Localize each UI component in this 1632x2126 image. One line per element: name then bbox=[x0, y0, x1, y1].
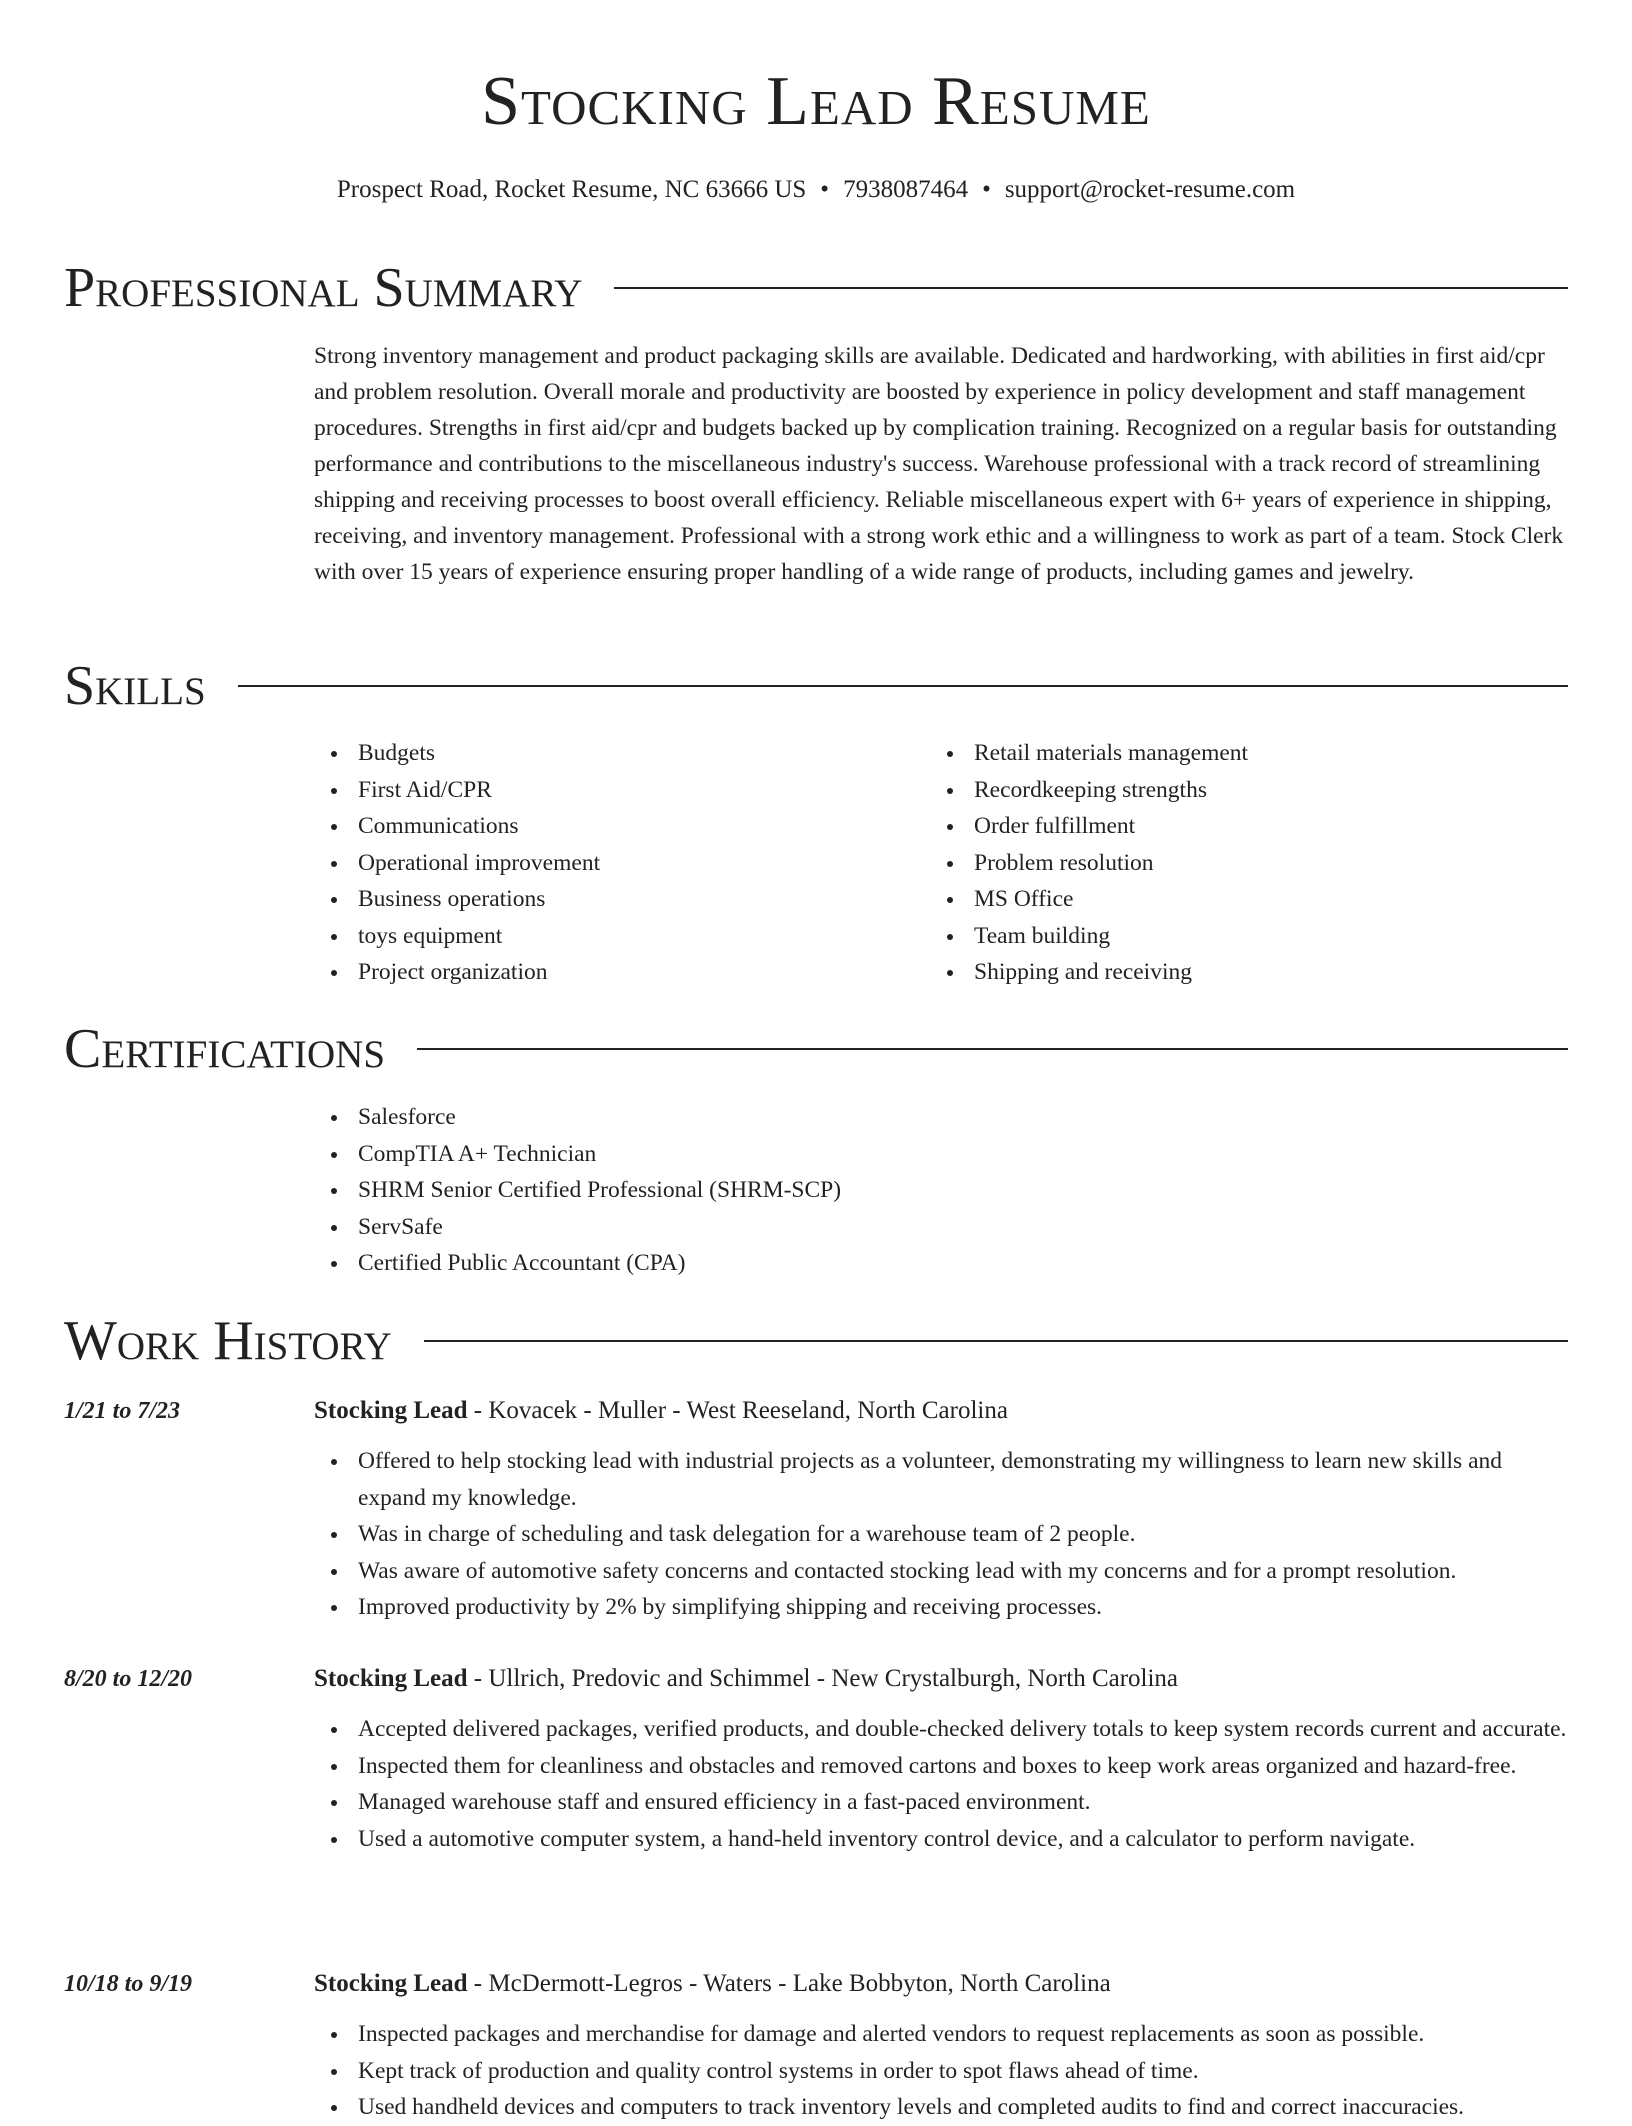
job-duty: Used handheld devices and computers to track inventory levels and completed audits to find and correct inaccuracies. bbox=[314, 2089, 1570, 2126]
section-divider bbox=[238, 685, 1568, 687]
job-duties-list bbox=[314, 1711, 1570, 1857]
contact-line bbox=[0, 172, 1632, 208]
skills-list-right bbox=[930, 735, 1570, 991]
certifications-list bbox=[314, 1099, 841, 1282]
contact-separator: • bbox=[820, 176, 830, 203]
job-duty: Was in charge of scheduling and task delegation for a warehouse team of 2 people. bbox=[314, 1516, 1570, 1553]
job-duty: Was aware of automotive safety concerns and contacted stocking lead with my concerns and for a prompt resolution. bbox=[314, 1553, 1570, 1590]
job-duty: Inspected packages and merchandise for damage and alerted vendors to request replacements as soon as possible. bbox=[314, 2016, 1570, 2053]
skill-item: Order fulfillment bbox=[930, 808, 1570, 845]
certification-item: SHRM Senior Certified Professional (SHRM-SCP) bbox=[314, 1172, 841, 1209]
job-duty: Improved productivity by 2% by simplifying shipping and receiving processes. bbox=[314, 1589, 1570, 1626]
skill-item: Recordkeeping strengths bbox=[930, 772, 1570, 809]
job-dates: 8/20 to 12/20 bbox=[64, 1666, 193, 1692]
job-company-location: - McDermott-Legros - Waters - Lake Bobbyton, North Carolina bbox=[467, 1970, 1111, 1997]
certification-item: ServSafe bbox=[314, 1209, 841, 1246]
certifications-section-header bbox=[64, 1019, 1568, 1079]
skill-item: MS Office bbox=[930, 881, 1570, 918]
skill-item: First Aid/CPR bbox=[314, 772, 914, 809]
job-company-location: - Kovacek - Muller - West Reeseland, North Carolina bbox=[467, 1397, 1008, 1424]
summary-section-header bbox=[64, 258, 1568, 318]
skill-item: Problem resolution bbox=[930, 845, 1570, 882]
section-divider bbox=[424, 1340, 1568, 1342]
job-duties-list bbox=[314, 2016, 1570, 2126]
work-history-section-header bbox=[64, 1311, 1568, 1371]
skill-item: Business operations bbox=[314, 881, 914, 918]
section-title: Certifications bbox=[64, 1018, 386, 1080]
section-divider bbox=[417, 1048, 1568, 1050]
skills-list-left bbox=[314, 735, 914, 991]
job-duty: Managed warehouse staff and ensured efficiency in a fast-paced environment. bbox=[314, 1784, 1570, 1821]
skill-item: Operational improvement bbox=[314, 845, 914, 882]
skill-item: toys equipment bbox=[314, 918, 914, 955]
skill-item: Team building bbox=[930, 918, 1570, 955]
contact-address: Prospect Road, Rocket Resume, NC 63666 US bbox=[336, 176, 807, 203]
section-title: Professional Summary bbox=[64, 257, 583, 319]
job-duty: Kept track of production and quality control systems in order to spot flaws ahead of time. bbox=[314, 2053, 1570, 2090]
job-duty: Inspected them for cleanliness and obstacles and removed cartons and boxes to keep work areas organized and hazard-free. bbox=[314, 1748, 1570, 1785]
contact-separator: • bbox=[982, 176, 991, 203]
job-heading bbox=[314, 1661, 1178, 1697]
job-dates: 1/21 to 7/23 bbox=[64, 1398, 181, 1424]
job-dates: 10/18 to 9/19 bbox=[64, 1971, 193, 1997]
certification-item: CompTIA A+ Technician bbox=[314, 1136, 841, 1173]
summary-text: Strong inventory management and product packaging skills are available. Dedicated and hardworking, with abilities in first aid/cpr and problem resolution. Overall morale and productivity are boosted by experience in policy development and staff management procedures. Strengths in first aid/cpr and budgets backed up by complication training. Recognized on a regular basis for outstanding performance and contributions to the miscellaneous industry's success. Warehouse professional with a track record of streamlining shipping and receiving processes to boost overall efficiency. Reliable miscellaneous expert with 6+ years of experience in shipping, receiving, and inventory management. Professional with a strong work ethic and a willingness to work as part of a team. Stock Clerk with over 15 years of experience ensuring proper handling of a wide range of products, including games and jewelry. bbox=[314, 343, 1564, 585]
job-heading bbox=[314, 1393, 1008, 1429]
contact-phone: 7938087464 bbox=[843, 176, 969, 203]
job-position: Stocking Lead bbox=[314, 1397, 468, 1424]
section-divider bbox=[614, 287, 1568, 289]
section-title: Skills bbox=[64, 655, 206, 717]
job-position: Stocking Lead bbox=[314, 1665, 468, 1692]
section-title: Work History bbox=[64, 1310, 392, 1372]
job-duty: Accepted delivered packages, verified products, and double-checked delivery totals to keep system records current and accurate. bbox=[314, 1711, 1570, 1748]
skill-item: Retail materials management bbox=[930, 735, 1570, 772]
skill-item: Communications bbox=[314, 808, 914, 845]
skill-item: Budgets bbox=[314, 735, 914, 772]
job-duty: Offered to help stocking lead with industrial projects as a volunteer, demonstrating my willingness to learn new skills and expand my knowledge. bbox=[314, 1443, 1570, 1516]
certification-item: Certified Public Accountant (CPA) bbox=[314, 1245, 841, 1282]
contact-email: support@rocket-resume.com bbox=[1004, 176, 1296, 203]
certification-item: Salesforce bbox=[314, 1099, 841, 1136]
skills-section-header bbox=[64, 656, 1568, 716]
skill-item: Shipping and receiving bbox=[930, 954, 1570, 991]
skill-item: Project organization bbox=[314, 954, 914, 991]
job-duty: Used a automotive computer system, a hand-held inventory control device, and a calculator to perform navigate. bbox=[314, 1821, 1570, 1858]
job-duties-list bbox=[314, 1443, 1570, 1626]
job-heading bbox=[314, 1966, 1111, 2002]
job-company-location: - Ullrich, Predovic and Schimmel - New Crystalburgh, North Carolina bbox=[467, 1665, 1179, 1692]
resume-title: Stocking Lead Resume bbox=[481, 63, 1151, 140]
job-position: Stocking Lead bbox=[314, 1970, 468, 1997]
